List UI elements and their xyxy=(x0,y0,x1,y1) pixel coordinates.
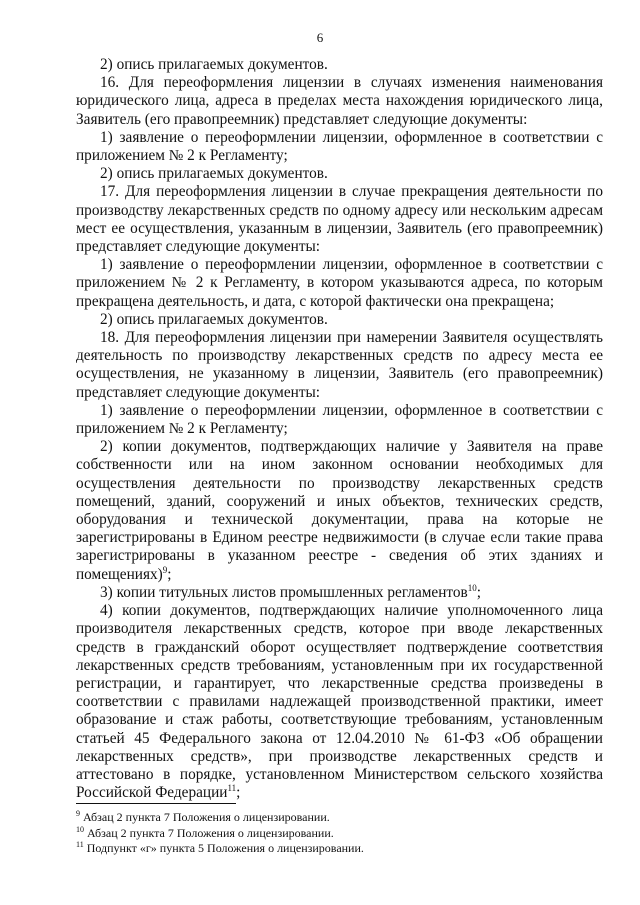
footnotes xyxy=(76,810,603,857)
paragraph: 2) копии документов, подтверждающих наличие у Заявителя на праве собственности или на ином законном основании необходимых для осуществления деятельности по производству лекарственных средств помещений, зданий, сооружений и иных объектов, технических средств, оборудования и технической документации, права на которые не зарегистрированы в Едином реестре недвижимости (в случае если такие права зарегистрированы в указанном реестре - сведения об этих зданиях и помещениях)$^9$; xyxy=(76,438,603,583)
footnote: $^9$ Абзац 2 пункта 7 Положения о лицензировании. xyxy=(76,809,330,824)
footnote: $^{10}$ Абзац 2 пункта 7 Положения о лицензировании. xyxy=(76,824,334,840)
paragraph: 2) опись прилагаемых документов. xyxy=(100,310,328,328)
paragraph: 3) копии титульных листов промышленных регламентов$^{10}$; xyxy=(100,582,482,601)
page-number: 6 xyxy=(316,30,324,45)
footnote-divider xyxy=(76,803,236,804)
paragraph: 16. Для переоформления лицензии в случаях изменения наименования юридического лица, адреса в пределах места нахождения юридического лица, Заявитель (его правопреемник) представляет следующие документы: xyxy=(76,74,603,128)
paragraph: 18. Для переоформления лицензии при намерении Заявителя осуществлять деятельность по производству лекарственных средств по адресу места ее осуществления, не указанному в лицензии, Заявитель (его правопреемник) представляет следующие документы: xyxy=(76,329,603,401)
footnote-ref: 9 xyxy=(162,564,168,575)
paragraph: 2) опись прилагаемых документов. xyxy=(100,165,328,183)
paragraph: 17. Для переоформления лицензии в случае прекращения деятельности по производству лекарственных средств по одному адресу или нескольким адресам мест ее осуществления, указанным в лицензии, Заявитель (его правопреемник) представляет следующие документы: xyxy=(76,183,603,256)
footnote-ref: 10 xyxy=(467,582,477,593)
document-body xyxy=(76,56,603,802)
paragraph: 2) опись прилагаемых документов. xyxy=(100,56,328,73)
paragraph: 4) копии документов, подтверждающих наличие уполномоченного лица производителя лекарственных средств, которое при вводе лекарственных средств в гражданский оборот осуществляет подтверждение соответствия лекарственных средств требованиям, установленным при их государственной регистрации, и гарантирует, что лекарственные средства произведены в соответствии с правилами надлежащей производственной практики, имеет образование и стаж работы, соответствующие требованиям, установленным статьей 45 Федерального закона от 12.04.2010 № 61-ФЗ «Об обращении лекарственных средств», при производстве лекарственных средств и аттестовано в порядке, установленном Министерством сельского хозяйства Российской Федерации$^{11}$; xyxy=(76,602,603,802)
footnote-ref: 11 xyxy=(227,783,237,794)
footnote: $^{11}$ Подпункт «г» пункта 5 Положения о лицензировании. xyxy=(76,840,364,855)
paragraph: 1) заявление о переоформлении лицензии, оформленное в соответствии с приложением № 2 к Регламенту; xyxy=(76,128,603,165)
paragraph: 1) заявление о переоформлении лицензии, оформленное в соответствии с приложением № 2 к Регламенту, в котором указываются адреса, по которым прекращена деятельность, и дата, с которой фактически она прекращена; xyxy=(76,256,603,310)
paragraph: 1) заявление о переоформлении лицензии, оформленное в соответствии с приложением № 2 к Регламенту; xyxy=(76,401,603,438)
